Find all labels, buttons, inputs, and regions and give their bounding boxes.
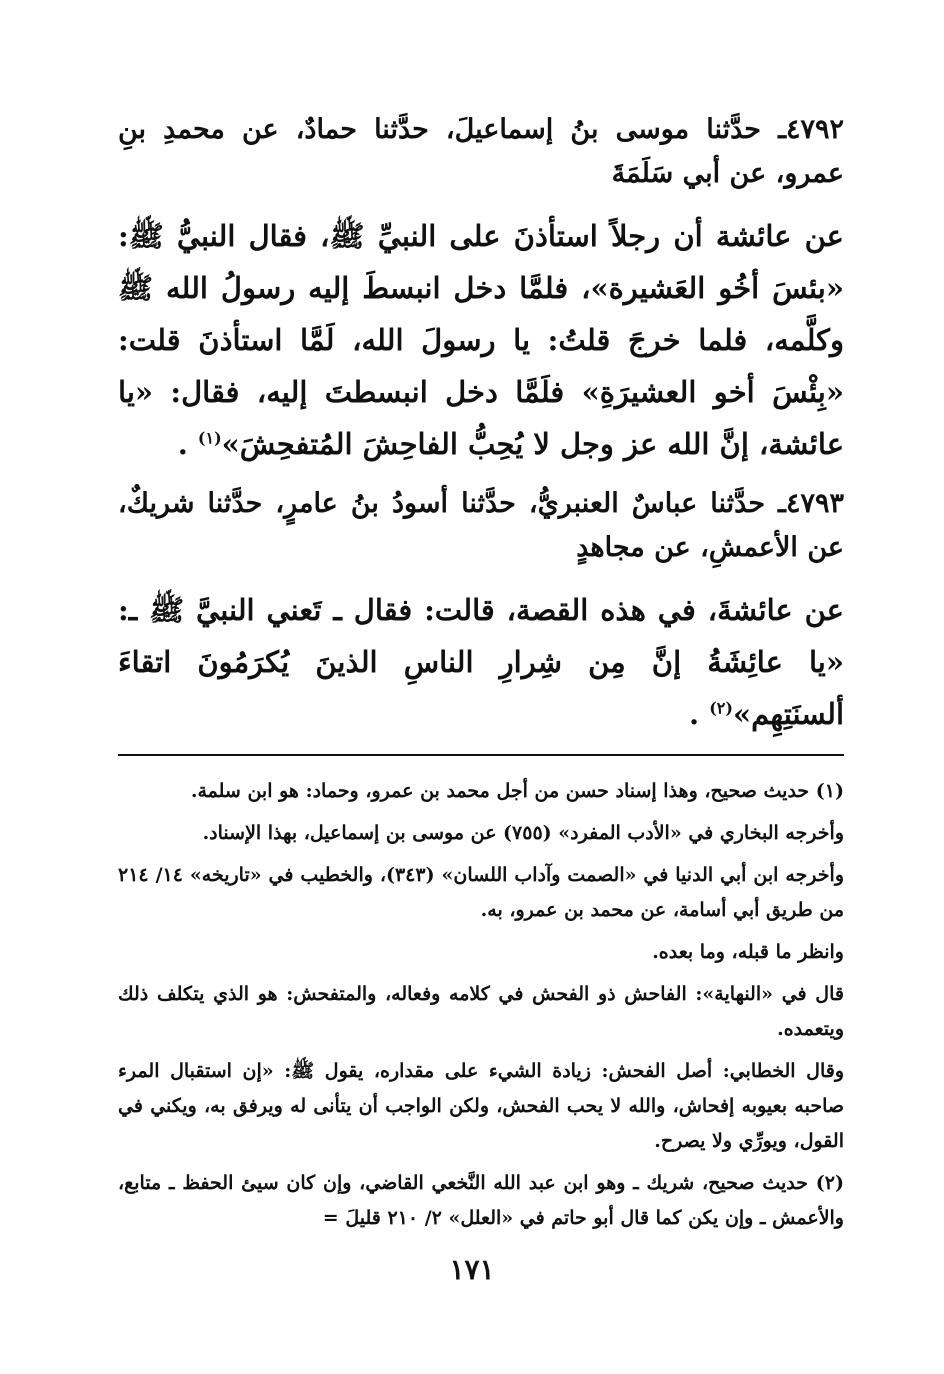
hadith-isnad: ٤٧٩٢ـ حدَّثنا موسى بنُ إسماعيلَ، حدَّثنا حمادٌ، عن محمدِ بنِ عمرو، عن أبي سَلَمَةَ <box>118 114 844 189</box>
page-number: ١٧١ <box>449 1253 495 1286</box>
footnote-paragraph: قال في «النهاية»: الفاحش ذو الفحش في كلامه وفعاله، والمتفحش: هو الذي يتكلف ذلك ويتعمده. <box>118 983 844 1040</box>
hadith-matn: عن عائشةَ، في هذه القصة، قالت: فقال ـ تَعني النبيَّ ﷺ ـ: «يا عائِشَةُ إنَّ مِن شِرارِ الناسِ الذينَ يُكرَمُونَ اتقاءَ ألسنَتِهِم»$^{(٢)}$ . <box>118 593 844 731</box>
hadith-isnad: ٤٧٩٣ـ حدَّثنا عباسٌ العنبريُّ، حدَّثنا أسودُ بنُ عامرٍ، حدَّثنا شريكٌ، عن الأعمشِ، عن مجاهدٍ <box>118 488 844 563</box>
hadith-matn: عن عائشة أن رجلاً استأذنَ على النبيِّ ﷺ، فقال النبيُّ ﷺ: «بئسَ أخُو العَشيرة»، فلمَّا دخل انبسطَ إليه رسولُ الله ﷺ وكلَّمه، فلما خرجَ قلتُ: يا رسولَ الله، لَمَّا استأذنَ قلت: «بِئْسَ أخو العشيرَةِ» فلَمَّا دخل انبسطتَ إليه، فقال: «يا عائشة، إنَّ الله عز وجل لا يُحِبُّ الفاحِشَ المُتفحِشَ»$^{(١)}$ . <box>118 219 844 461</box>
footnote-paragraph: وأخرجه البخاري في «الأدب المفرد» (٧٥٥) عن موسى بن إسماعيل، بهذا الإسناد. <box>202 822 844 844</box>
footnote-marker-1: (١) <box>197 428 222 448</box>
footnote-paragraph: (١) حديث صحيح، وهذا إسناد حسن من أجل محمد بن عمرو، وحماد: هو ابن سلمة. <box>190 780 844 802</box>
hadith-matn-text: عن عائشة أن رجلاً استأذنَ على النبيِّ ﷺ، فقال النبيُّ ﷺ: «بئسَ أخُو العَشيرة»، فلمَّا دخل انبسطَ إليه رسولُ الله ﷺ وكلَّمه، فلما خرجَ قلتُ: يا رسولَ الله، لَمَّا استأذنَ قلت: «بِئْسَ أخو العشيرَةِ» فلَمَّا دخل انبسطتَ إليه، فقال: «يا عائشة، إنَّ الله عز وجل لا يُحِبُّ الفاحِشَ المُتفحِشَ» <box>118 219 844 461</box>
footnote-paragraph: وأخرجه ابن أبي الدنيا في «الصمت وآداب اللسان» (٣٤٣)، والخطيب في «تاريخه» ١٤/ ٢١٤ من طريق أبي أسامة، عن محمد بن عمرو، به. <box>118 864 844 921</box>
footnote-marker-2: (٢) <box>709 698 733 718</box>
footnote-paragraph: وقال الخطابي: أصل الفحش: زيادة الشيء على مقداره، يقول ﷺ: «إن استقبال المرء صاحبه بعيوبه إفحاش، والله لا يحب الفحش، ولكن الواجب أن يتأنى له ويرفق به، ويكني في القول، ويورِّي ولا يصرح. <box>118 1060 844 1152</box>
footnote-paragraph: وانظر ما قبله، وما بعده. <box>652 941 844 963</box>
hadith-4793 <box>118 482 844 740</box>
hadith-matn-text: عن عائشةَ، في هذه القصة، قالت: فقال ـ تَعني النبيَّ ﷺ ـ: «يا عائِشَةُ إنَّ مِن شِرارِ الناسِ الذينَ يُكرَمُونَ اتقاءَ ألسنَتِهِم» <box>118 593 844 731</box>
footnote-paragraph: (٢) حديث صحيح، شريك ـ وهو ابن عبد الله النَّخعي القاضي، وإن كان سيئ الحفظ ـ متابع، والأعمش ـ وإن يكن كما قال أبو حاتم في «العلل» ٢/ ٢١٠ قليلَ = <box>118 1172 844 1229</box>
footnotes-section <box>118 774 844 1236</box>
footnote-divider <box>118 754 844 756</box>
hadith-4792 <box>118 108 844 470</box>
